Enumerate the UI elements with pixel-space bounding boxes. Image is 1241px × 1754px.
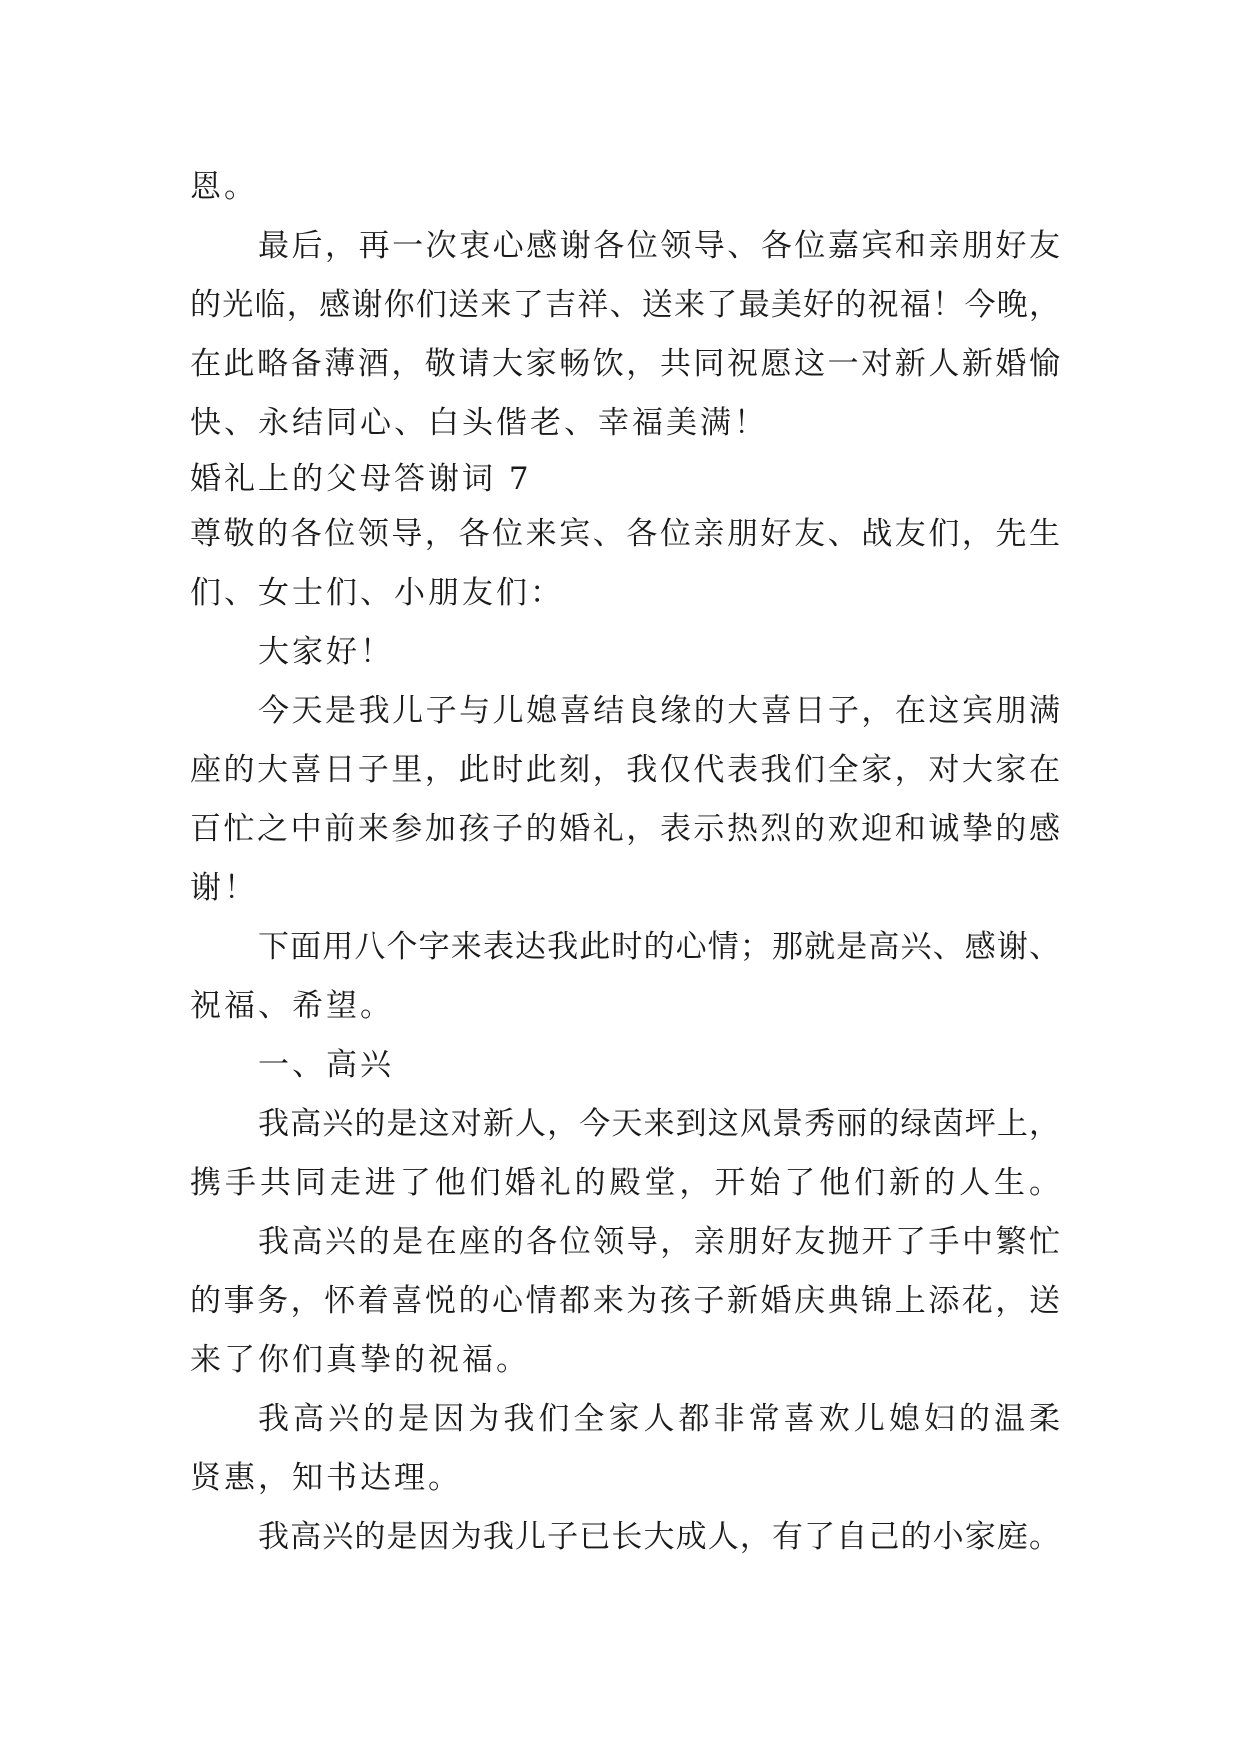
text-line: 携手共同走进了他们婚礼的殿堂，开始了他们新的人生。 xyxy=(190,1165,1060,1201)
document-body xyxy=(190,158,1060,1567)
text-line: 下面用八个字来表达我此时的心情；那就是高兴、感谢、 xyxy=(258,929,1060,965)
text-line: 我高兴的是因为我儿子已长大成人，有了自己的小家庭。 xyxy=(258,1519,1060,1555)
text-line: 快、永结同心、白头偕老、幸福美满！ xyxy=(190,405,768,441)
text-line: 谢！ xyxy=(190,870,258,906)
text-line: 的事务，怀着喜悦的心情都来为孩子新婚庆典锦上添花，送 xyxy=(190,1283,1060,1319)
text-line: 贤惠，知书达理。 xyxy=(190,1460,462,1496)
text-line: 在此略备薄酒，敬请大家畅饮，共同祝愿这一对新人新婚愉 xyxy=(190,346,1060,382)
text-line: 的光临，感谢你们送来了吉祥、送来了最美好的祝福！今晚， xyxy=(190,287,1060,323)
text-line: 今天是我儿子与儿媳喜结良缘的大喜日子，在这宾朋满 xyxy=(258,693,1060,729)
text-line: 最后，再一次衷心感谢各位领导、各位嘉宾和亲朋好友 xyxy=(258,228,1060,264)
text-line: 来了你们真挚的祝福。 xyxy=(190,1342,530,1378)
text-line: 大家好！ xyxy=(258,634,394,670)
text-line: 我高兴的是这对新人，今天来到这风景秀丽的绿茵坪上， xyxy=(258,1106,1060,1142)
text-line: 我高兴的是因为我们全家人都非常喜欢儿媳妇的温柔 xyxy=(258,1401,1060,1437)
subsection-heading: 一、高兴 xyxy=(258,1047,394,1083)
text-line: 祝福、希望。 xyxy=(190,988,394,1024)
text-line: 尊敬的各位领导，各位来宾、各位亲朋好友、战友们，先生 xyxy=(190,516,1060,552)
text-line: 座的大喜日子里，此时此刻，我仅代表我们全家，对大家在 xyxy=(190,752,1060,788)
text-line: 百忙之中前来参加孩子的婚礼，表示热烈的欢迎和诚挚的感 xyxy=(190,811,1060,847)
text-line: 我高兴的是在座的各位领导，亲朋好友抛开了手中繁忙 xyxy=(258,1224,1060,1260)
text-line: 们、女士们、小朋友们： xyxy=(190,575,564,611)
section-heading: 婚礼上的父母答谢词 7 xyxy=(190,461,532,497)
text-line: 恩。 xyxy=(190,169,258,205)
